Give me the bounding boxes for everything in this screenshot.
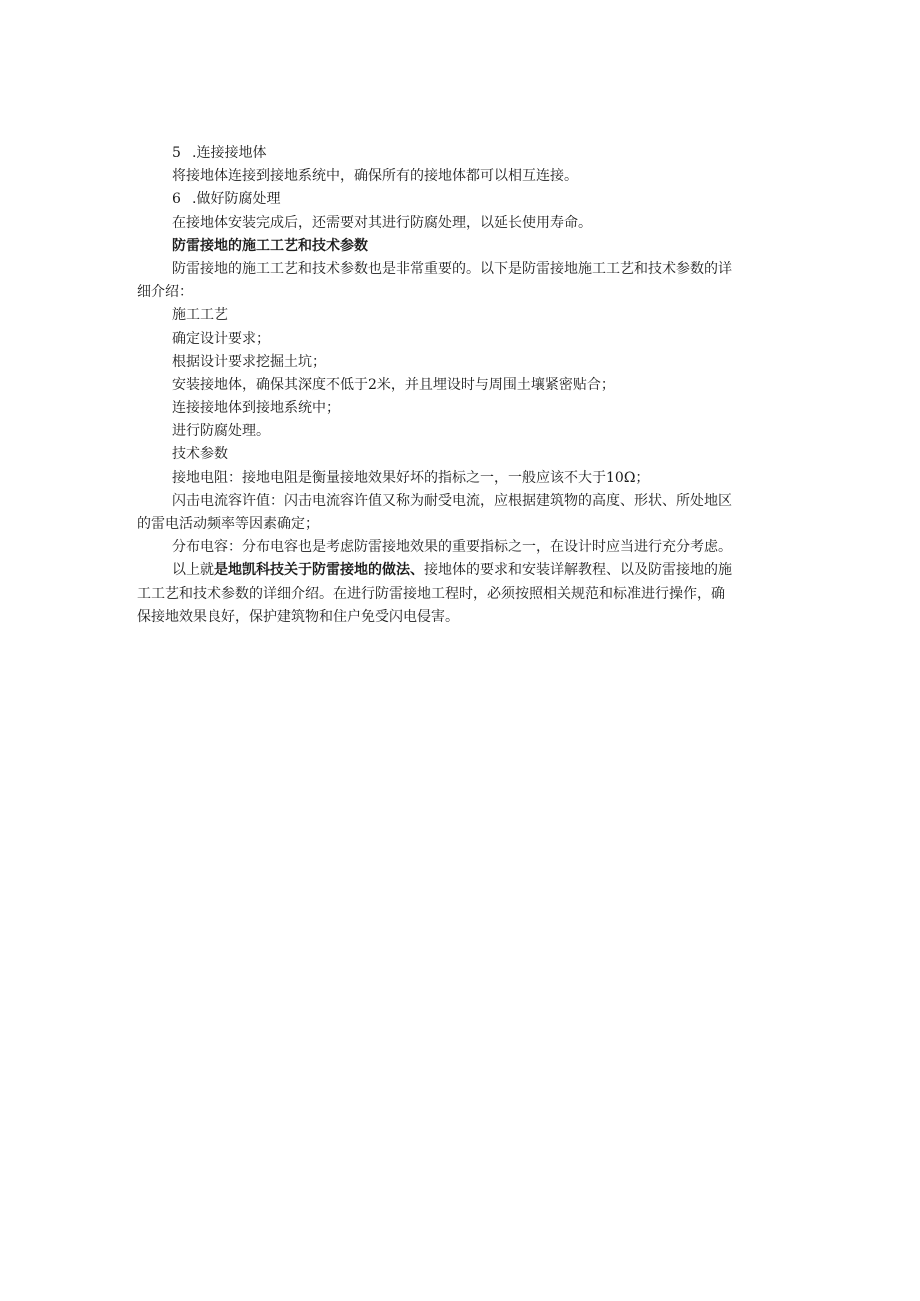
param-current-line-2: 的雷电活动频率等因素确定； bbox=[137, 516, 319, 532]
process-item: 根据设计要求挖掘土坑； bbox=[172, 353, 326, 370]
process-item: 确定设计要求； bbox=[172, 330, 270, 347]
step-6-heading bbox=[137, 188, 797, 211]
conclusion-prefix: 以上就 bbox=[172, 562, 214, 579]
conclusion-suffix: 接地体的要求和安装详解教程、以及防雷接地的施 bbox=[424, 562, 732, 579]
process-item: 安装接地体，确保其深度不低于2米，并且埋设时与周围土壤紧密贴合； bbox=[172, 376, 615, 393]
process-item: 连接接地体到接地系统中； bbox=[172, 400, 340, 417]
step-5-number: 5 bbox=[172, 145, 181, 161]
document-body bbox=[137, 142, 797, 629]
conclusion-bold-phrase: 是地凯科技关于防雷接地的做法、 bbox=[214, 562, 424, 579]
step-5-heading bbox=[137, 142, 797, 165]
process-heading: 施工工艺 bbox=[172, 307, 228, 324]
intro-paragraph-line-1: 防雷接地的施工工艺和技术参数也是非常重要的。以下是防雷接地施工工艺和技术参数的详 bbox=[172, 260, 732, 277]
conclusion-line-3: 保接地效果良好，保护建筑物和住户免受闪电侵害。 bbox=[137, 608, 459, 625]
step-5-text: 将接地体连接到接地系统中，确保所有的接地体都可以相互连接。 bbox=[172, 168, 578, 185]
step-6-number: 6 bbox=[172, 191, 181, 208]
process-item: 进行防腐处理。 bbox=[172, 423, 270, 440]
param-current-line-1: 闪击电流容许值：闪击电流容许值又称为耐受电流，应根据建筑物的高度、形状、所处地区 bbox=[172, 492, 732, 509]
section-heading: 防雷接地的施工工艺和技术参数 bbox=[172, 237, 368, 254]
step-6-title: .做好防腐处理 bbox=[192, 191, 281, 208]
intro-paragraph-line-2: 细介绍： bbox=[137, 284, 193, 301]
param-capacitance: 分布电容：分布电容也是考虑防雷接地效果的重要指标之一，在设计时应当进行充分考虑。 bbox=[172, 539, 732, 556]
step-5-title: .连接接地体 bbox=[192, 145, 267, 161]
step-6-text: 在接地体安装完成后，还需要对其进行防腐处理，以延长使用寿命。 bbox=[172, 214, 592, 231]
param-resistance: 接地电阻：接地电阻是衡量接地效果好坏的指标之一，一般应该不大于10Ω； bbox=[172, 469, 650, 486]
conclusion-line-2: 工工艺和技术参数的详细介绍。在进行防雷接地工程时，必须按照相关规范和标准进行操作，确 bbox=[137, 585, 725, 602]
params-heading: 技术参数 bbox=[172, 446, 228, 463]
conclusion-line-1 bbox=[137, 559, 797, 582]
